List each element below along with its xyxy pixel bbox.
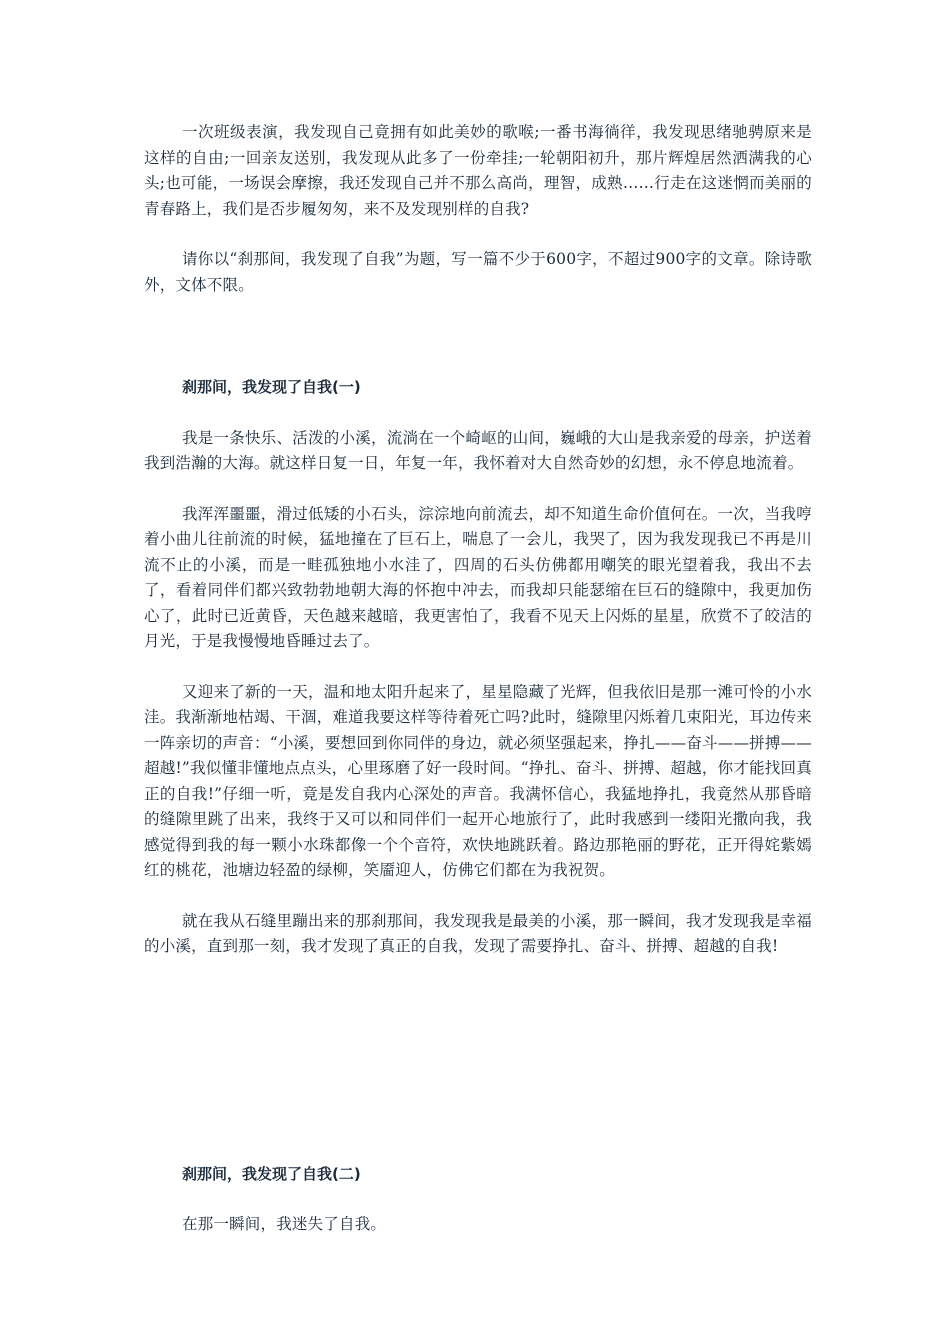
essay-1-title: 刹那间，我发现了自我(一) bbox=[182, 378, 361, 396]
paragraph-spacer bbox=[144, 477, 812, 502]
section-spacer bbox=[144, 298, 812, 375]
paragraph-spacer bbox=[144, 884, 812, 909]
paragraph-spacer bbox=[144, 222, 812, 247]
essay-2-title: 刹那间，我发现了自我(二) bbox=[182, 1164, 361, 1183]
prompt-instruction-paragraph: 请你以“刹那间，我发现了自我”为题，写一篇不少于600字，不超过900字的文章。除诗歌外，文体不限。 bbox=[144, 250, 812, 294]
prompt-paragraph: 一次班级表演，我发现自己竟拥有如此美妙的歌喉;一番书海徜徉，我发现思绪驰骋原来是这样的自由;一回亲友送别，我发现从此多了一份牵挂;一轮朝阳初升，那片辉煌居然洒满我的心头;也可能，一场误会摩擦，我还发现自己并不那么高尚，理智，成熟……行走在这迷惘而美丽的青春路上，我们是否步履匆匆，来不及发现别样的自我? bbox=[144, 123, 812, 218]
essay-1-paragraph: 我浑浑噩噩，滑过低矮的小石头，淙淙地向前流去，却不知道生命价值何在。一次，当我哼着小曲儿往前流的时候，猛地撞在了巨石上，喘息了一会儿，我哭了，因为我发现我已不再是川流不止的小溪，而是一畦孤独地小水洼了，四周的石头仿佛都用嘲笑的眼光望着我，我出不去了，看着同伴们都兴致勃勃地朝大海的怀抱中冲去，而我却只能瑟缩在巨石的缝隙中，我更加伤心了，此时已近黄昏，天色越来越暗，我更害怕了，我看不见天上闪烁的星星，欣赏不了皎洁的月光，于是我慢慢地昏睡过去了。 bbox=[144, 504, 812, 650]
paragraph-spacer bbox=[144, 655, 812, 680]
paragraph-spacer bbox=[144, 401, 812, 426]
essay-1-paragraph: 就在我从石缝里蹦出来的那刹那间，我发现我是最美的小溪，那一瞬间，我才发现我是幸福的小溪，直到那一刻，我才发现了真正的自我，发现了需要挣扎、奋斗、拼搏、超越的自我! bbox=[144, 911, 812, 955]
section-spacer bbox=[144, 960, 812, 1162]
document-page bbox=[144, 120, 812, 1238]
essay-1-paragraph: 我是一条快乐、活泼的小溪，流淌在一个崎岖的山间，巍峨的大山是我亲爱的母亲，护送着我到浩瀚的大海。就这样日复一日，年复一年，我怀着对大自然奇妙的幻想，永不停息地流着。 bbox=[144, 428, 812, 472]
paragraph-spacer bbox=[144, 1187, 812, 1212]
essay-2-paragraph: 在那一瞬间，我迷失了自我。 bbox=[182, 1215, 387, 1233]
essay-1-paragraph: 又迎来了新的一天，温和地太阳升起来了，星星隐藏了光辉，但我依旧是那一滩可怜的小水洼。我渐渐地枯竭、干涸，难道我要这样等待着死亡吗?此时，缝隙里闪烁着几束阳光，耳边传来一阵亲切的声音：“小溪，要想回到你同伴的身边，就必须坚强起来，挣扎——奋斗——拼搏——超越!”我似懂非懂地点点头，心里琢磨了好一段时间。“挣扎、奋斗、拼搏、超越，你才能找回真正的自我!”仔细一听，竟是发自我内心深处的声音。我满怀信心，我猛地挣扎，我竟然从那昏暗的缝隙里跳了出来，我终于又可以和同伴们一起开心地旅行了，此时我感到一缕阳光撒向我，我感觉得到我的每一颗小水珠都像一个个音符，欢快地跳跃着。路边那艳丽的野花，正开得姹紫嫣红的桃花，池塘边轻盈的绿柳，笑靥迎人，仿佛它们都在为我祝贺。 bbox=[144, 682, 812, 879]
